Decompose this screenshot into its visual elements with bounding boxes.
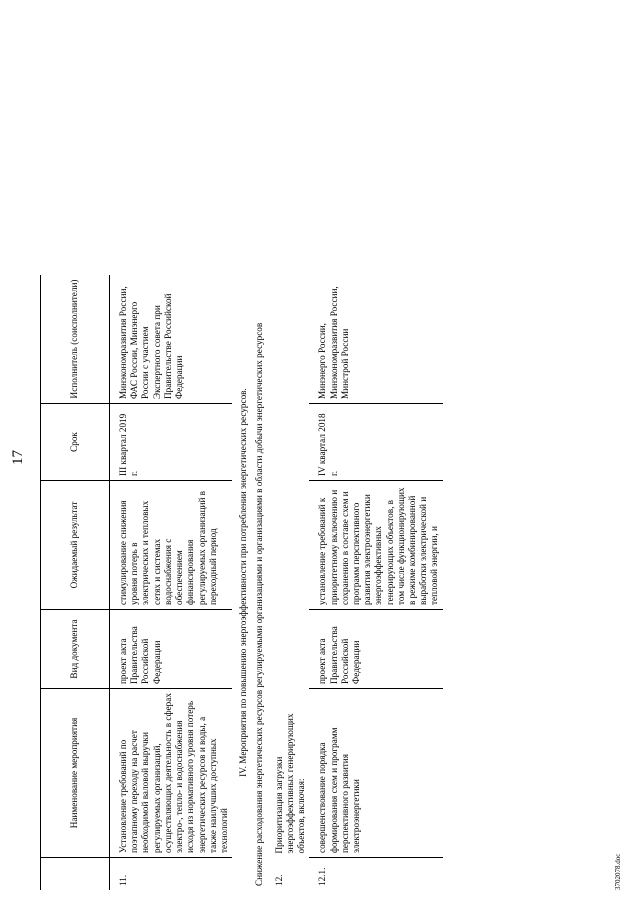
expected-result: установление требований к приоритетному включению и сохранению в составе схем и программ перспективного развития электроэнергетики энергоэффективных генерирующих объектов, в том числе функционирующих в режиме комбинированной выработки электрической и тепловой энергии, и xyxy=(309,481,442,610)
table-header-row xyxy=(41,275,110,890)
header-doc-type: Вид документа xyxy=(41,610,110,689)
table-row-12 xyxy=(272,275,310,890)
measure-name: Установление требований по поэтапному переходу на расчет необходимой валовой выручки регулируемых организаций, осуществляющих деятельность в сферах электро-, тепло- и водоснабжения исходя из нормативного уровня потерь энергетических ресурсов и воды, а также наилучших доступных технологий xyxy=(110,689,233,858)
term: IV квартал 2018 г. xyxy=(309,404,442,481)
header-term: Срок xyxy=(41,404,110,481)
header-result: Ожидаемый результат xyxy=(41,481,110,610)
term: III квартал 2019 г. xyxy=(110,404,233,481)
measure-name: совершенствование порядка формирования схем и программ перспективного развития электроэнергетики xyxy=(309,689,442,858)
measures-table xyxy=(40,275,443,890)
header-num xyxy=(41,858,110,891)
executor: Минэкономразвития России, ФАС России, Минэнерго России с участием Экспертного совета при Правительстве Российской Федерации xyxy=(110,275,233,404)
header-name: Наименование мероприятия xyxy=(41,689,110,858)
measure-name: Приоритизация загрузки энергоэффективных генерирующих объектов, включая: xyxy=(273,713,307,854)
section-title: IV. Мероприятия по повышению энергоэффективности при потреблении энергетических ресурсов. xyxy=(238,388,249,777)
table-row-11 xyxy=(110,275,233,890)
table-row-12-1 xyxy=(309,275,442,890)
document-type: проект акта Правительства Российской Федерации xyxy=(309,610,442,689)
executor: Минэнерго России, Минэкономразвития России, Минстрой России xyxy=(309,275,442,404)
header-executor: Исполнитель (соисполнители) xyxy=(41,275,110,404)
page-number: 17 xyxy=(10,450,26,465)
section-title-row xyxy=(232,275,252,890)
document-type: проект акта Правительства Российской Федерации xyxy=(110,610,233,689)
section-subtitle: Снижение расходования энергетических ресурсов регулируемыми организациями и организациями в области добычи энергетических ресурсов xyxy=(254,322,265,886)
row-number: 12. xyxy=(273,874,284,886)
row-number: 12.1. xyxy=(317,867,328,886)
document-page xyxy=(8,20,628,890)
section-subtitle-row xyxy=(252,275,271,890)
footer-filename: 3702078.doc xyxy=(614,853,622,890)
expected-result: стимулирование снижения уровня потерь в электрических и тепловых сетях и системах водоснабжения с обеспечением финансирования регулируемых организаций в переходный период xyxy=(110,481,233,610)
row-number: 11. xyxy=(118,874,128,886)
